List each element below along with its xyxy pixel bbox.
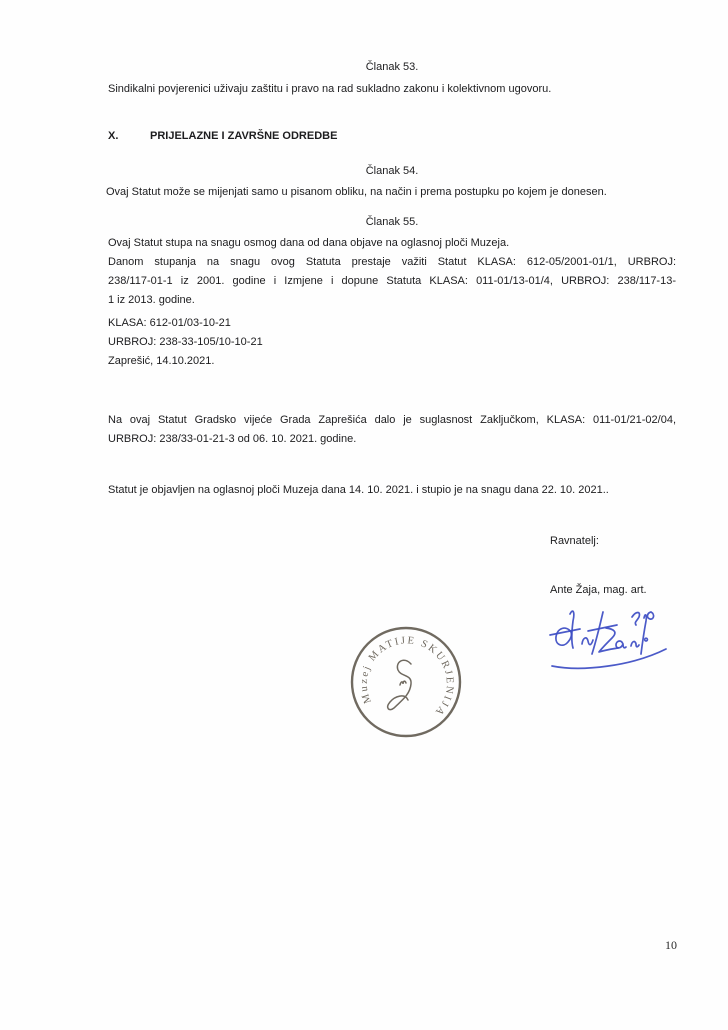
klasa-number: KLASA: 612-01/03-10-21 (108, 317, 231, 329)
page-number: 10 (665, 938, 677, 952)
article-55-line-1: Ovaj Statut stupa na snagu osmog dana od dana objave na oglasnoj ploči Muzeja. (108, 237, 510, 249)
stamp-rim-text: Muzej MATIJE SKURJENIJA (358, 635, 456, 719)
klasa-block (108, 314, 676, 371)
section-x-heading (108, 127, 676, 146)
article-55-title: Članak 55. (365, 216, 419, 228)
approval-line-2: URBROJ: 238/33-01-21-3 od 06. 10. 2021. godine. (108, 433, 357, 445)
article-55-body (108, 234, 676, 310)
signatory-name: Ante Žaja, mag. art. (550, 584, 647, 596)
article-55-line-3: 238/117-01-1 iz 2001. godine i Izmjene i dopune Statuta KLASA: 011-01/13-01/4, URBROJ: 238/117-13- (108, 275, 676, 287)
urbroj-number: URBROJ: 238-33-105/10-10-21 (108, 336, 263, 348)
stamp-monogram-detail (400, 681, 406, 685)
approval-paragraph (108, 411, 676, 449)
approval-line-1: Na ovaj Statut Gradsko vijeće Grada Zaprešića dalo je suglasnost Zaključkom, KLASA: 011-01/21-02/04, (108, 414, 676, 426)
article-53-title: Članak 53. (365, 61, 419, 73)
article-54-body: Ovaj Statut može se mijenjati samo u pisanom obliku, na način i prema postupku po kojem je donesen. (106, 186, 607, 198)
place-and-date: Zaprešić, 14.10.2021. (108, 355, 215, 367)
signatory-role: Ravnatelj: (550, 535, 599, 547)
publication-note: Statut je objavljen na oglasnoj ploči Muzeja dana 14. 10. 2021. i stupio je na snagu dana 22. 10. 2021.. (108, 484, 609, 496)
section-x-numeral: X. (108, 130, 119, 142)
article-55-line-4: 1 iz 2013. godine. (108, 294, 195, 306)
article-55-line-2: Danom stupanja na snagu ovog Statuta prestaje važiti Statut KLASA: 612-05/2001-01/1, URBROJ: (108, 256, 676, 268)
article-54-title: Članak 54. (365, 165, 419, 177)
handwritten-signature-ink (546, 601, 676, 673)
museum-stamp (347, 623, 465, 741)
article-53-body: Sindikalni povjerenici uživaju zaštitu i pravo na rad sukladno zakonu i kolektivnom ugovoru. (108, 83, 552, 95)
section-x-title: PRIJELAZNE I ZAVRŠNE ODREDBE (150, 130, 338, 142)
